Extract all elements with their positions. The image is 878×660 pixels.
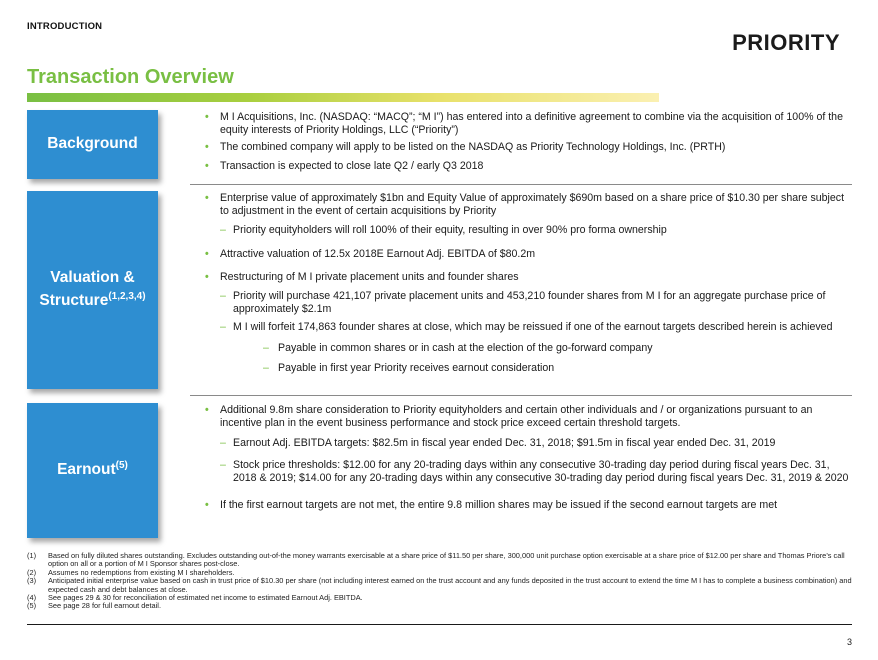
footnote-text: Based on fully diluted shares outstanding. Excludes outstanding out-of-the money warrants exercisable at a share price of $11.50 per share, 300,000 unit purchase option exercisable at a share price of $12.00 per share and Thomas Priore’s call option on all or a portion of M I Sponsor shares post-close. [48,551,845,569]
footer-rule [27,624,852,625]
earnout-sub-bullet: – Earnout Adj. EBITDA targets: $82.5m in fiscal year ended Dec. 31, 2018; $91.5m in fiscal year ended Dec. 31, 2019 [205,437,853,450]
valuation-label-box [27,191,158,389]
earnout-label-box [27,403,158,538]
valuation-label-footnote-ref: (1,2,3,4) [108,290,146,302]
valuation-sub-sub-bullet: – Payable in common shares or in cash at the election of the go-forward company [205,342,853,355]
footnote-number: (1) [27,551,37,560]
title-gradient-bar [27,93,659,102]
footnote-text: Anticipated initial enterprise value based on cash in trust price of $10.30 per share (not including interest earned on the trust account and any funds deposited in the trust account to extend the time M I has to complete a business combination) and expected cash and debt balances at close. [48,576,852,594]
footnote [27,602,852,610]
valuation-sub-bullet: – Priority will purchase 421,107 private placement units and 453,210 founder shares from M I for an aggregate purchase price of approximately $2.1m [205,290,853,316]
earnout-bullet: • Additional 9.8m share consideration to Priority equityholders and certain other individuals and / or organizations pursuant to an incentive plan in the event business performance and stock price exceed certain threshold targets. [205,404,853,430]
footnote-number: (4) [27,593,37,603]
page-number: 3 [846,637,852,647]
valuation-label-line2: Structure [39,292,109,310]
valuation-bullet: • Enterprise value of approximately $1bn and Equity Value of approximately $690m based on a share price of $10.30 per share subject to adjustment in the event of certain acquisitions by Priority [205,192,853,218]
valuation-sub-bullet: – M I will forfeit 174,863 founder shares at close, which may be reissued if one of the earnout targets described herein is achieved [205,321,853,334]
priority-logo: PRIORITY [732,30,840,55]
background-bullet: • Transaction is expected to close late Q2 / early Q3 2018 [205,160,853,173]
footnote-text: See page 28 for full earnout detail. [48,601,161,611]
page-title: Transaction Overview [27,66,234,88]
valuation-bullet: • Restructuring of M I private placement units and founder shares [205,271,853,284]
footnote-number: (2) [27,567,37,577]
earnout-label: Earnout [57,461,116,479]
footnotes [27,552,852,611]
section-label: INTRODUCTION [27,21,103,32]
earnout-sub-bullet: – Stock price thresholds: $12.00 for any 20-trading days within any consecutive 30-trading day period during fiscal years Dec. 31, 2018 & 2019; $14.00 for any 20-trading days within any consecutive 30-trading day period during fiscal years Dec. 31, 2019 & 2020 [205,459,853,485]
valuation-label-line1: Valuation & [50,269,135,287]
valuation-content [205,192,853,375]
section-divider [190,395,852,396]
section-divider [190,184,852,185]
valuation-sub-sub-bullet: – Payable in first year Priority receives earnout consideration [205,362,853,375]
footnote [27,577,852,594]
valuation-sub-bullet: – Priority equityholders will roll 100% of their equity, resulting in over 90% pro forma ownership [205,224,853,237]
earnout-content [205,404,853,512]
footnote-number: (5) [27,601,37,611]
earnout-label-footnote-ref: (5) [115,460,128,472]
footnote-text: See pages 29 & 30 for reconciliation of estimated net income to estimated Earnout Adj. EBITDA. [48,593,363,603]
earnout-bullet: • If the first earnout targets are not met, the entire 9.8 million shares may be issued if the second earnout targets are met [205,499,853,512]
background-bullet: • The combined company will apply to be listed on the NASDAQ as Priority Technology Holdings, Inc. (PRTH) [205,141,853,154]
background-label: Background [47,135,138,153]
footnote-text: Assumes no redemptions from existing M I shareholders. [48,567,235,577]
valuation-bullet: • Attractive valuation of 12.5x 2018E Earnout Adj. EBITDA of $80.2m [205,248,853,261]
background-content [205,111,853,173]
footnote [27,552,852,569]
background-bullet: • M I Acquisitions, Inc. (NASDAQ: “MACQ”; “M I”) has entered into a definitive agreement to combine via the acquisition of 100% of the equity interests of Priority Holdings, LLC (“Priority”) [205,111,853,137]
background-label-box [27,110,158,179]
footnote-number: (3) [27,576,37,586]
